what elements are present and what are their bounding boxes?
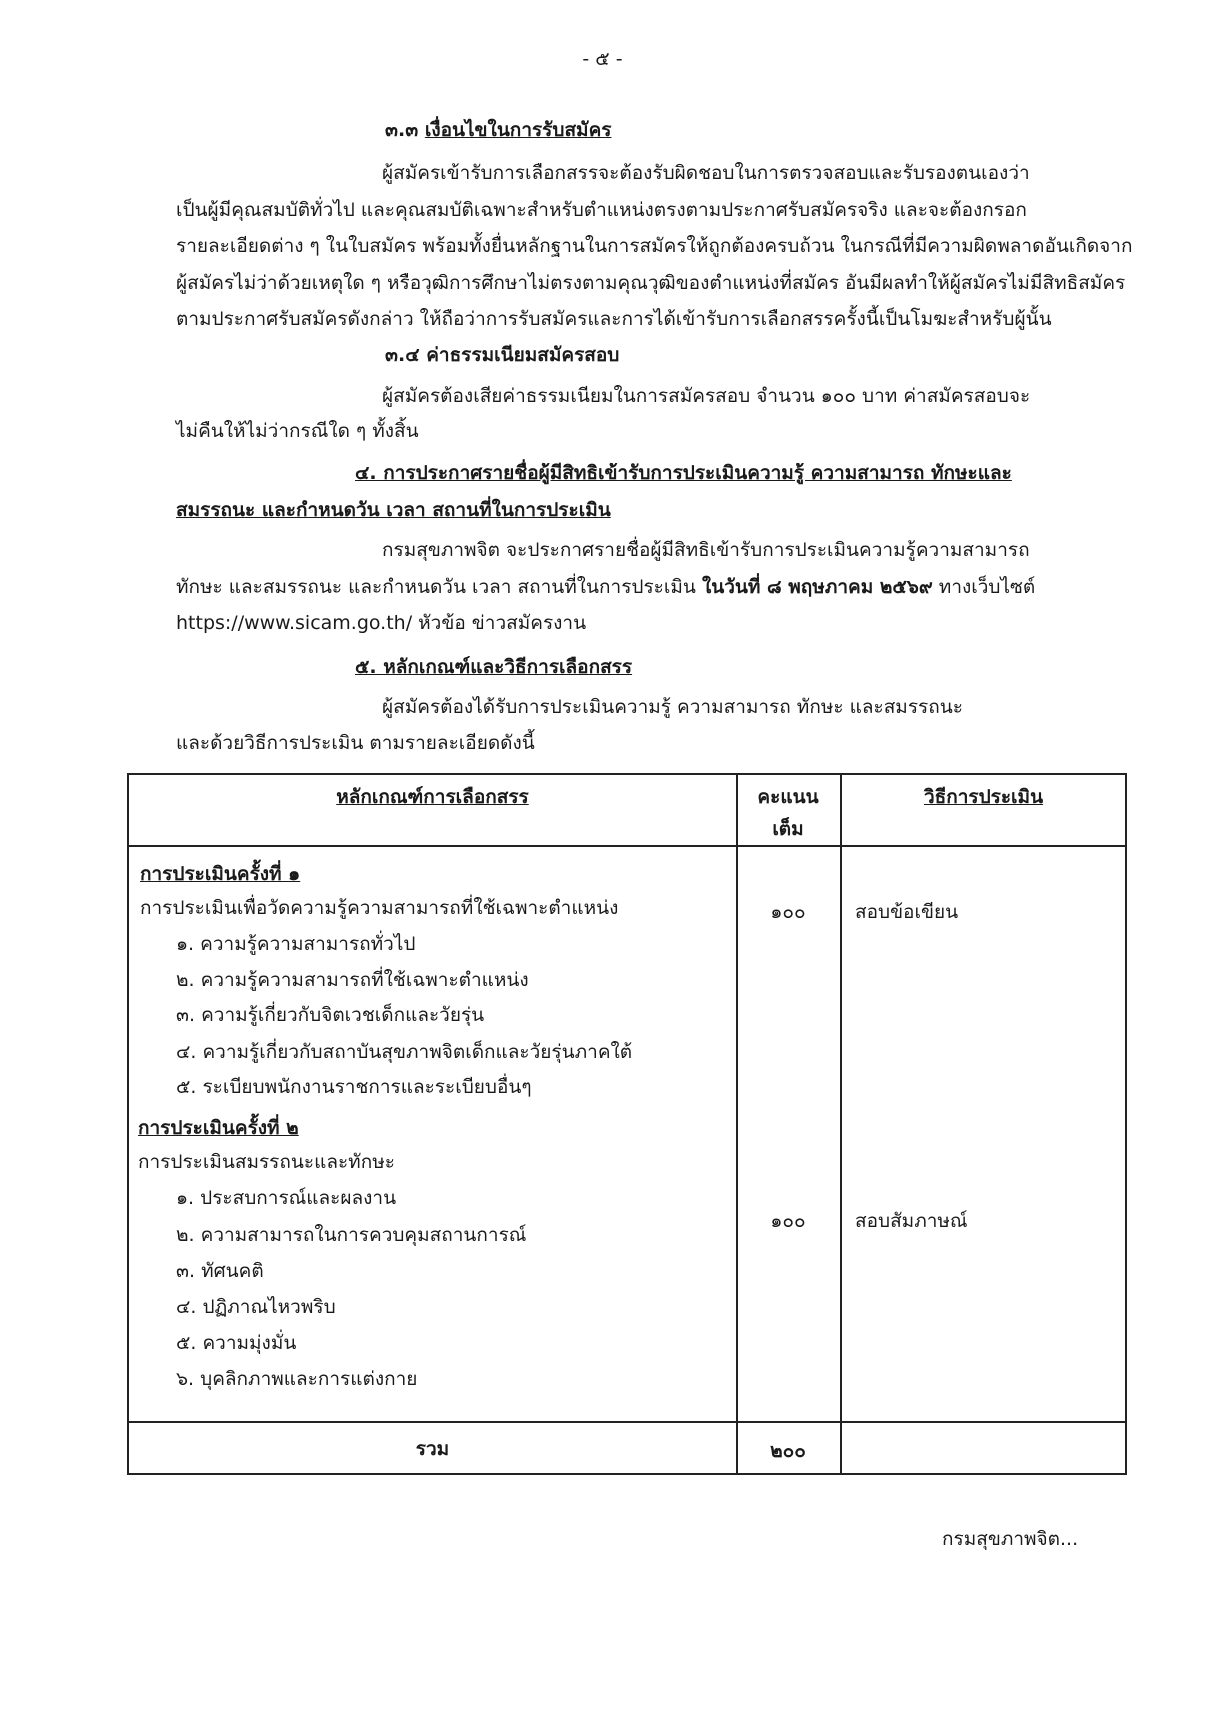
table-divider (129, 1421, 1125, 1423)
section-4-line2-suffix: ทางเว็บไซต์ (932, 576, 1036, 598)
round2-score: ๑๐๐ (770, 1210, 806, 1232)
section-4-heading: ๔. การประกาศรายชื่อผู้มีสิทธิเข้ารับการประเมินความรู้ ความสามารถ ทักษะและ (355, 462, 1012, 484)
round1-item: ๒. ความรู้ความสามารถที่ใช้เฉพาะตำแหน่ง (176, 969, 529, 991)
table-divider (129, 845, 1125, 847)
section-3-3-title: เงื่อนไขในการรับสมัคร (424, 119, 612, 141)
criteria-table (127, 773, 1127, 1475)
section-3-4-heading: ๓.๔ ค่าธรรมเนียมสมัครสอบ (385, 344, 620, 366)
round2-item: ๒. ความสามารถในการควบคุมสถานการณ์ (176, 1224, 527, 1246)
section-5-line: ผู้สมัครต้องได้รับการประเมินความรู้ ความสามารถ ทักษะ และสมรรถนะ (382, 696, 963, 718)
section-4-line2-prefix: ทักษะ และสมรรถนะ และกำหนดวัน เวลา สถานที่ในการประเมิน (176, 576, 702, 598)
table-divider (840, 775, 842, 1473)
section-3-3-line: รายละเอียดต่าง ๆ ในใบสมัคร พร้อมทั้งยื่นหลักฐานในการสมัครให้ถูกต้องครบถ้วน ในกรณีที่มีความผิดพลาดอันเกิดจาก (176, 235, 1133, 257)
round2-method: สอบสัมภาษณ์ (855, 1210, 968, 1232)
announcement-date: ในวันที่ ๘ พฤษภาคม ๒๕๖๙ (701, 576, 933, 598)
header-method: วิธีการประเมิน (923, 786, 1044, 808)
round2-item: ๔. ปฏิภาณไหวพริบ (176, 1296, 336, 1318)
page-number: - ๕ - (582, 48, 623, 70)
section-3-4-line: ไม่คืนให้ไม่ว่ากรณีใด ๆ ทั้งสิ้น (176, 420, 419, 442)
round2-title: การประเมินครั้งที่ ๒ (138, 1117, 299, 1139)
section-3-3-number: ๓.๓ (385, 119, 419, 141)
section-4-heading-cont: สมรรถนะ และกำหนดวัน เวลา สถานที่ในการประเมิน (176, 499, 611, 521)
header-criteria: หลักเกณฑ์การเลือกสรร (336, 786, 529, 808)
round1-title: การประเมินครั้งที่ ๑ (140, 863, 301, 885)
section-5-heading: ๕. หลักเกณฑ์และวิธีการเลือกสรร (355, 656, 633, 678)
round1-method: สอบข้อเขียน (855, 901, 959, 923)
header-score-cont: เต็ม (772, 818, 804, 840)
round2-subtitle: การประเมินสมรรถนะและทักษะ (138, 1151, 395, 1173)
section-3-3-line: ผู้สมัครไม่ว่าด้วยเหตุใด ๆ หรือวุฒิการศึกษาไม่ตรงตามคุณวุฒิของตำแหน่งที่สมัคร อันมีผลทำให้ผู้สมัครไม่มีสิทธิสมัคร (176, 272, 1126, 294)
round2-item: ๖. บุคลิกภาพและการแต่งกาย (176, 1368, 418, 1390)
round2-item: ๑. ประสบการณ์และผลงาน (176, 1187, 397, 1209)
total-label: รวม (415, 1438, 450, 1460)
section-4-line (176, 574, 1035, 600)
section-3-3-line: เป็นผู้มีคุณสมบัติทั่วไป และคุณสมบัติเฉพาะสำหรับตำแหน่งตรงตามประกาศรับสมัครจริง และจะต้องกรอก (176, 199, 1027, 221)
continuation-note: กรมสุขภาพจิต... (942, 1528, 1079, 1550)
round1-item: ๓. ความรู้เกี่ยวกับจิตเวชเด็กและวัยรุ่น (176, 1004, 485, 1026)
website-link[interactable]: https://www.sicam.go.th/ หัวข้อ ข่าวสมัครงาน (176, 612, 587, 634)
round1-item: ๕. ระเบียบพนักงานราชการและระเบียบอื่นๆ (176, 1076, 532, 1098)
round2-item: ๕. ความมุ่งมั่น (176, 1332, 297, 1354)
round1-subtitle: การประเมินเพื่อวัดความรู้ความสามารถที่ใช้เฉพาะตำแหน่ง (140, 897, 619, 919)
section-5-line: และด้วยวิธีการประเมิน ตามรายละเอียดดังนี้ (176, 732, 535, 754)
section-3-3-line: ผู้สมัครเข้ารับการเลือกสรรจะต้องรับผิดชอบในการตรวจสอบและรับรองตนเองว่า (382, 162, 1030, 184)
section-3-4-line: ผู้สมัครต้องเสียค่าธรรมเนียมในการสมัครสอบ จำนวน ๑๐๐ บาท ค่าสมัครสอบจะ (382, 385, 1031, 407)
round1-score: ๑๐๐ (770, 901, 806, 923)
round2-item: ๓. ทัศนคติ (176, 1260, 264, 1282)
header-score: คะแนน (757, 786, 819, 808)
round1-item: ๑. ความรู้ความสามารถทั่วไป (176, 933, 416, 955)
total-score: ๒๐๐ (770, 1440, 806, 1462)
section-3-3-line: ตามประกาศรับสมัครดังกล่าว ให้ถือว่าการรับสมัครและการได้เข้ารับการเลือกสรรครั้งนี้เป็นโมฆะสำหรับผู้นั้น (176, 308, 1052, 330)
section-4-line: กรมสุขภาพจิต จะประกาศรายชื่อผู้มีสิทธิเข้ารับการประเมินความรู้ความสามารถ (382, 539, 1030, 561)
table-divider (736, 775, 738, 1473)
section-3-3-heading (385, 117, 612, 143)
round1-item: ๔. ความรู้เกี่ยวกับสถาบันสุขภาพจิตเด็กและวัยรุ่นภาคใต้ (176, 1041, 633, 1063)
